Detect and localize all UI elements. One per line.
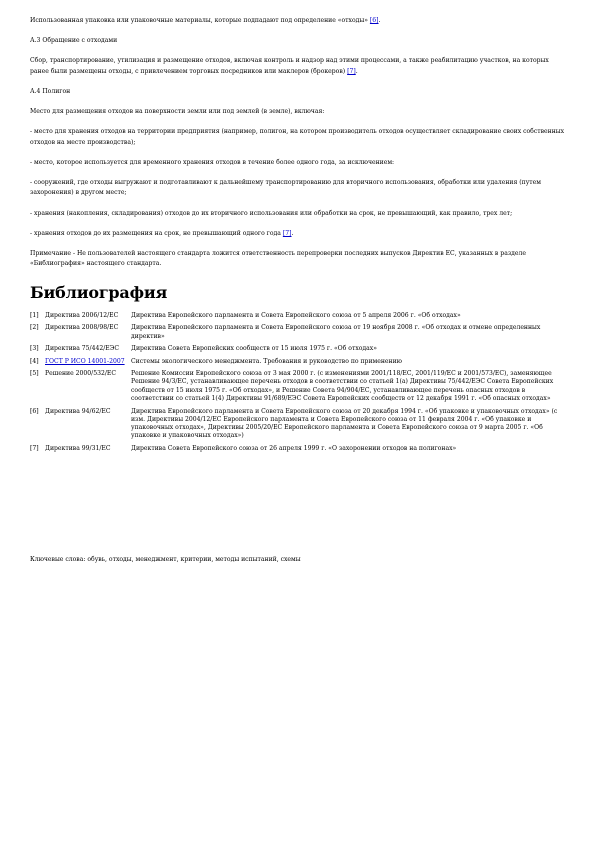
bullet-1: - место для хранения отходов на территории предприятия (например, полигон, на котором производитель отходов осуществляет складирование своих собственных отходов на месте производства); xyxy=(30,128,565,146)
bibliography-text: Директива Европейского парламента и Совета Европейского союза от 19 ноября 2008 г. «Об отходах и отмене определенных директив» xyxy=(131,324,541,340)
heading-a3: А.3 Обращение с отходами xyxy=(30,37,118,45)
paragraph-text: Использованная упаковка или упаковочные материалы, которые подпадают под определение «отходы» xyxy=(30,17,370,24)
bullet-2: - место, которое используется для временного хранения отходов в течение более одного года, за исключением: xyxy=(30,158,395,166)
bullet-4: - хранения (накопления, складирования) отходов до их вторичного использования или обработки на срок, не превышающий, как правило, трех лет; xyxy=(30,209,513,217)
bibliography-row xyxy=(30,358,565,370)
bibliography-code: Директива 2006/12/ЕС xyxy=(45,311,119,319)
ref-link-7b[interactable]: [7] xyxy=(282,229,292,237)
note: Примечание - Не пользователей настоящего стандарта ложится ответственность перепроверки последних выпусков Директив ЕС, указанных в разделе «Библиография» настоящего стандарта. xyxy=(30,249,526,268)
keywords: Ключевые слова: обувь, отходы, менеджмент, критерии, методы испытаний, схемы xyxy=(30,556,301,563)
bibliography-code: Директива 99/31/ЕС xyxy=(45,444,111,452)
paragraph-a4-intro: Место для размещения отходов на поверхности земли или под землей (в земле), включая: xyxy=(30,107,325,115)
bibliography-row xyxy=(30,345,565,357)
document-body xyxy=(30,16,565,457)
bibliography-number: [3] xyxy=(30,345,39,353)
bibliography-table xyxy=(30,312,565,457)
bibliography-row xyxy=(30,445,565,457)
bibliography-number: [2] xyxy=(30,324,39,332)
bibliography-row xyxy=(30,324,565,345)
paragraph-text: - хранения отходов до их размещения на срок, не превышающий одного года xyxy=(30,229,283,237)
paragraph-text: Сбор, транспортирование, утилизация и размещение отходов, включая контроль и надзор над этими процессами, а также реабилитацию участков, на которых ранее были размещены отходы, с привлечением торговых посредников или маклеров (брокеров) xyxy=(30,57,549,75)
bibliography-number: [1] xyxy=(30,311,39,319)
bibliography-code-link[interactable]: ГОСТ Р ИСО 14001-2007 xyxy=(45,357,125,365)
bibliography-text: Директива Совета Европейского союза от 26 апреля 1999 г. «О захоронении отходов на полигонах» xyxy=(131,444,457,452)
heading-a4: А.4 Полигон xyxy=(30,87,71,95)
bibliography-code: Директива 75/442/ЕЭС xyxy=(45,345,120,353)
bibliography-row xyxy=(30,312,565,324)
bibliography-text: Системы экологического менеджмента. Требования и руководство по применению xyxy=(131,357,402,365)
bibliography-code-cell xyxy=(45,358,131,370)
bibliography-number: [4] xyxy=(30,357,39,365)
ref-link-6[interactable]: [6] xyxy=(369,17,379,24)
paragraph-a3: Сбор, транспортирование, утилизация и размещение отходов, включая контроль и надзор над этими процессами, а также реабилитацию участков, на которых ранее были размещены отходы, с привлечением торговых посредников или маклеров (брокеров) [7]. xyxy=(30,57,549,75)
bibliography-text: Директива Европейского парламента и Совета Европейского союза от 20 декабря 1994 г. «Об упаковке и упаковочных отходах» (с изм. Директивы 2004/12/ЕС Европейского парламента и Совета Европейского союза от 11 февраля 2004 г. «Об упаковке и упаковочных отходах», Директивы 2005/20/ЕС Европейского парламента и Совета Европейского союза от 9 марта 2005 г. «Об упаковке и упаковочных отходах») xyxy=(131,407,558,440)
bibliography-row xyxy=(30,370,565,407)
bibliography-row xyxy=(30,408,565,445)
bullet-3: - сооружений, где отходы выгружают и подготавливают к дальнейшему транспортированию для вторичного использования, обработки или удаления (путем захоронения) в другом месте; xyxy=(30,178,541,197)
bibliography-number: [7] xyxy=(30,444,39,452)
ref-link-7[interactable]: [7] xyxy=(347,67,356,75)
paragraph-packaging: Использованная упаковка или упаковочные материалы, которые подпадают под определение «отходы» [6]. xyxy=(30,17,381,24)
bibliography-code: Директива 2008/98/ЕС xyxy=(45,324,119,332)
bibliography-title: Библиография xyxy=(30,282,168,302)
bibliography-code: Директива 94/62/ЕС xyxy=(45,407,111,415)
bibliography-text: Директива Европейского парламента и Совета Европейского союза от 5 апреля 2006 г. «Об отходах» xyxy=(131,311,461,319)
bibliography-text: Директива Совета Европейских сообществ от 15 июля 1975 г. «Об отходах» xyxy=(131,345,377,353)
bibliography-number: [6] xyxy=(30,407,39,415)
bibliography-number: [5] xyxy=(30,370,39,378)
bibliography-code: Решение 2000/532/ЕС xyxy=(45,370,117,378)
bullet-5: - хранения отходов до их размещения на срок, не превышающий одного года [7]. xyxy=(30,229,294,237)
bibliography-text: Решение Комиссии Европейского союза от 3 мая 2000 г. (с изменениями 2001/118/ЕС, 2001/119/ЕС и 2001/573/ЕС), заменяющее Решение 94/3/ЕС, устанавливающее перечень отходов в соответствии со статьей 1(а) Директивы 75/442/ЕЭС Совета Европейских сообществ от 15 июля 1975 г. «Об отходах», и Решение Совета 94/904/ЕС, устанавливающее перечень опасных отходов в соответствии со статьей 1(4) Директивы 91/689/ЕЭС Совета Европейских сообществ от 12 декабря 1991 г. «Об опасных отходах» xyxy=(131,370,554,403)
